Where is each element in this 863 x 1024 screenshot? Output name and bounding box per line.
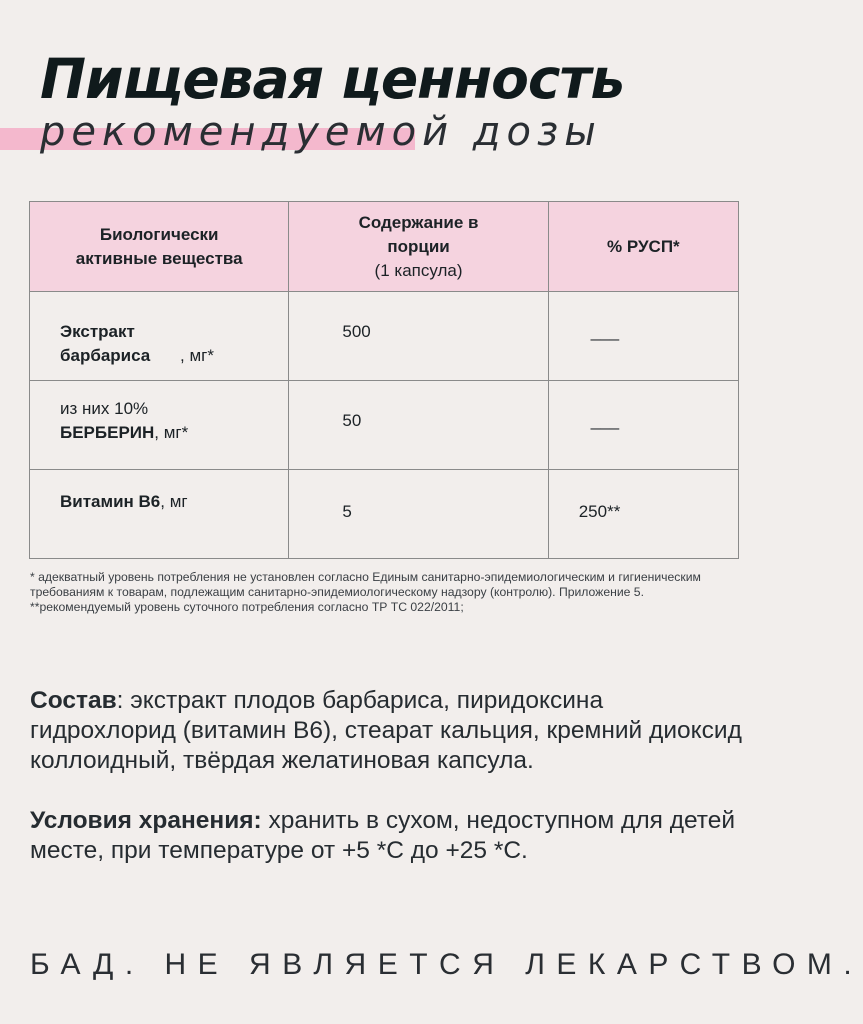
- header-rda: [548, 202, 738, 292]
- header-content-sub: (1 капсула): [374, 260, 463, 280]
- header-content-label: Содержание в порции: [358, 212, 479, 256]
- storage-text: хранить в сухом, недоступном для детей месте, при температуре от +5 *С до +25 *С.: [30, 807, 736, 864]
- row-substance-name: Экстракт барбариса: [60, 322, 151, 365]
- row-value: [289, 381, 548, 470]
- row-pct: [548, 292, 738, 381]
- row-substance: [30, 381, 289, 470]
- row-pct: [548, 470, 738, 559]
- table-row: [30, 292, 739, 381]
- page-title: Пищевая ценность: [40, 47, 625, 111]
- footnote-1: * адекватный уровень потребления не установлен согласно Единым санитарно-эпидемиологическим и гигиеническим требованиям к товарам, подлежащим санитарно-эпидемиологическому надзору (контролю). Приложение 5.: [30, 570, 701, 599]
- storage-label: Условия хранения:: [30, 807, 262, 834]
- header-substances: [30, 202, 289, 292]
- row-value: [289, 470, 548, 559]
- disclaimer-footer: БАД. НЕ ЯВЛЯЕТСЯ ЛЕКАРСТВОМ.: [30, 948, 863, 981]
- table-row: [30, 381, 739, 470]
- row-substance-name: БЕРБЕРИН: [60, 423, 155, 442]
- row-pct-text: ___: [590, 322, 620, 341]
- table-header-row: [30, 202, 739, 292]
- row-substance-unit: , мг*: [180, 346, 214, 365]
- row-value-text: 500: [342, 322, 371, 341]
- storage-paragraph: [30, 806, 745, 866]
- row-substance-unit: , мг: [160, 492, 188, 511]
- row-value: [289, 292, 548, 381]
- row-substance-unit: , мг*: [154, 423, 189, 442]
- row-substance: [30, 470, 289, 559]
- header-substances-label: Биологически активные вещества: [75, 224, 243, 268]
- composition-label: Состав: [30, 687, 117, 714]
- header-rda-label: % РУСП*: [607, 236, 680, 256]
- composition-paragraph: [30, 686, 745, 776]
- row-substance-name: Витамин В6: [60, 492, 161, 511]
- footnotes: [30, 570, 742, 615]
- row-substance: [30, 292, 289, 381]
- row-pct-text: ___: [590, 411, 620, 430]
- composition-text: : экстракт плодов барбариса, пиридоксина гидрохлорид (витамин В6), стеарат кальция, кремний диоксид коллоидный, твёрдая желатиновая капсула.: [30, 687, 742, 774]
- row-value-text: 5: [342, 502, 352, 521]
- nutrition-table: [29, 201, 739, 559]
- row-pct: [548, 381, 738, 470]
- row-substance-pre: из них 10%: [60, 399, 149, 418]
- row-pct-text: 250**: [578, 502, 621, 521]
- header-content: [289, 202, 548, 292]
- footnote-2: **рекомендуемый уровень суточного потребления согласно ТР ТС 022/2011;: [30, 600, 464, 614]
- table-row: [30, 470, 739, 559]
- page-subtitle: рекомендуемой дозы: [40, 109, 602, 155]
- row-value-text: 50: [342, 411, 362, 430]
